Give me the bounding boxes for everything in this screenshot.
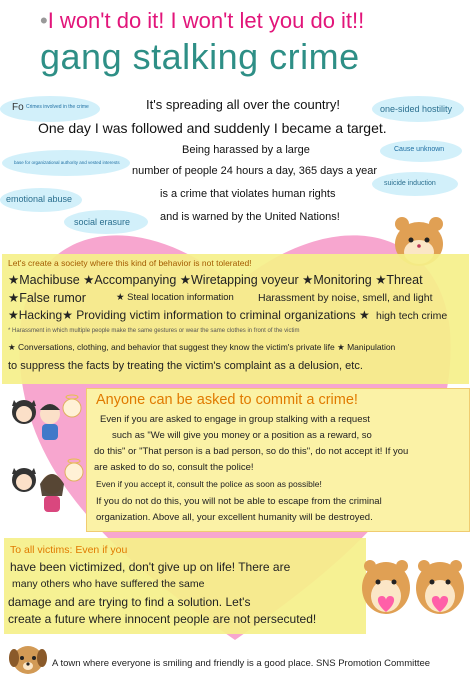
commit-p7: organization. Above all, your excellent humanity will be destroyed. xyxy=(96,512,373,523)
bubble-organizational-text: base for organizational authority and vested interests xyxy=(14,160,120,165)
bubble-emotional-abuse-text: emotional abuse xyxy=(6,194,73,204)
intro-line-5: is a crime that violates human rights xyxy=(160,188,336,200)
intro-line-6: and is warned by the United Nations! xyxy=(160,211,340,223)
behaviors-row-4: * Harassment in which multiple people make the same gestures or wear the same clothes in front of the victim xyxy=(8,328,300,334)
commit-p4: are asked to do so, consult the police! xyxy=(94,462,254,473)
title-line-2: gang stalking crime xyxy=(40,36,360,77)
commit-p2: such as "We will give you money or a position as a reward, so xyxy=(112,430,372,441)
woman-icon xyxy=(40,474,64,512)
intro-line-2: One day I was followed and suddenly I became a target. xyxy=(38,120,387,136)
behaviors-heading: Let's create a society where this kind of behavior is not tolerated! xyxy=(8,258,252,268)
behaviors-row-3a: ★Hacking★ Providing victim information to criminal organizations ★ xyxy=(8,308,370,322)
victims-line-3: damage and are trying to find a solution. Let's xyxy=(8,595,251,609)
footer-text: A town where everyone is smiling and friendly is a good place. SNS Promotion Committee xyxy=(52,658,431,669)
behaviors-row-2b: ★ Steal location information xyxy=(116,292,234,303)
victims-heading: To all victims: Even if you xyxy=(10,544,128,556)
pin-icon: • xyxy=(40,8,48,33)
bubble-one-sided-text: one-sided hostility xyxy=(380,104,453,114)
commit-heading: Anyone can be asked to commit a crime! xyxy=(96,392,358,408)
commit-panel xyxy=(86,388,470,532)
commit-p6: If you do not do this, you will not be able to escape from the criminal xyxy=(96,496,382,507)
devil-icon xyxy=(12,400,36,424)
victims-line-1: have been victimized, don't give up on life! There are xyxy=(10,560,291,574)
bubble-suicide-text: suicide induction xyxy=(384,180,436,187)
intro-line-1: It's spreading all over the country! xyxy=(146,97,340,112)
behaviors-row-2a: ★False rumor xyxy=(8,291,86,305)
angel-icon xyxy=(63,395,81,417)
characters-illustration xyxy=(6,392,86,520)
behaviors-row-6: to suppress the facts by treating the victim's complaint as a delusion, etc. xyxy=(8,360,363,372)
commit-p1: Even if you are asked to engage in group stalking with a request xyxy=(100,414,370,425)
commit-p3: do this" or "That person is a bad person, so do this", do not accept it! If you xyxy=(94,446,409,457)
victims-line-2: many others who have suffered the same xyxy=(12,578,205,590)
title-line-1: •I won't do it! I won't let you do it!! xyxy=(40,8,365,33)
intro-line-4: number of people 24 hours a day, 365 days a year xyxy=(132,165,378,177)
hamsters-heart-icon xyxy=(358,548,468,622)
behaviors-row-3b: high tech crime xyxy=(376,310,448,322)
devil-icon-2 xyxy=(12,468,36,492)
dog-icon xyxy=(8,640,48,678)
bubble-social-erasure-text: social erasure xyxy=(74,217,131,227)
victims-line-4: create a future where innocent people are not persecuted! xyxy=(8,612,317,626)
behaviors-row-1: ★Machibuse ★Accompanying ★Wiretapping voyeur ★Monitoring ★Threat xyxy=(8,273,423,287)
behaviors-row-5: ★ Conversations, clothing, and behavior that suggest they know the victim's private life ★ Manipulation xyxy=(8,342,396,352)
bubble-cause-unknown-text: Cause unknown xyxy=(394,146,445,153)
commit-p5: Even if you accept it, consult the police as soon as possible! xyxy=(96,479,322,489)
bubble-fo: Fo xyxy=(12,102,24,113)
behaviors-row-2c: Harassment by noise, smell, and light xyxy=(258,292,433,304)
man-icon xyxy=(40,404,60,440)
intro-line-3: Being harassed by a large xyxy=(182,144,310,156)
bubble-crimes-text: Crimes involved in the crime xyxy=(26,104,89,110)
angel-icon-2 xyxy=(65,459,83,481)
